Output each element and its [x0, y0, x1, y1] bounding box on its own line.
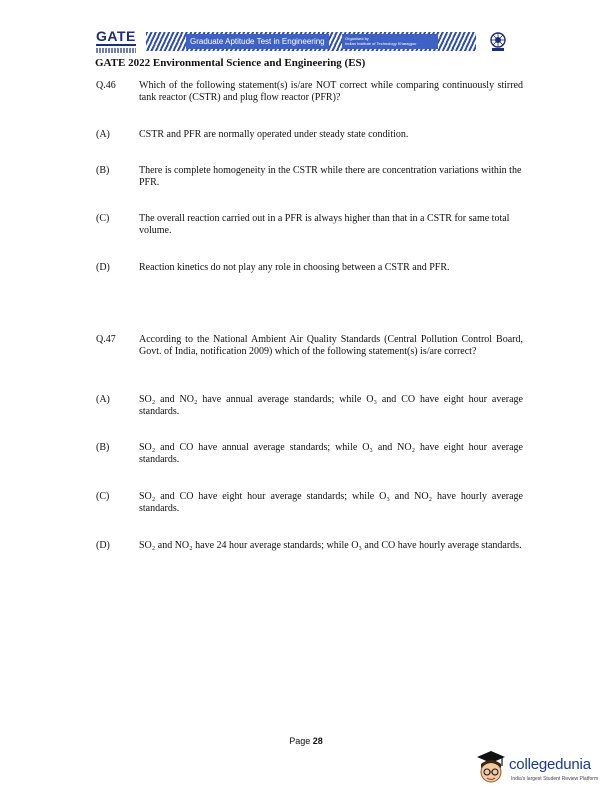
option-text: SO₂ and NO₂ have 24 hour average standards; while O₃ and CO have hourly average standards.	[139, 540, 522, 551]
collegedunia-logo	[475, 748, 612, 788]
question-text: Which of the following statement(s) is/are NOT correct while comparing continuously stirred tank reactor (CSTR) and plug flow reactor (PFR)?	[139, 80, 523, 103]
gate-logo-text: GATE	[96, 28, 136, 44]
logo-underline	[96, 44, 136, 46]
option-text: There is complete homogeneity in the CSTR while there are concentration variations within the PFR.	[139, 165, 522, 188]
graduate-mascot-icon	[475, 748, 507, 788]
logo-subtext-strip	[96, 48, 136, 53]
organised-by-label: Organised by	[345, 36, 369, 41]
option-text: CSTR and PFR are normally operated under steady state condition.	[139, 129, 409, 140]
page-footer	[0, 736, 612, 746]
option-text: SO₂ and CO have eight hour average standards; while O₃ and NO₂ have hourly average standards.	[139, 491, 523, 514]
option-label: (B)	[96, 442, 110, 453]
header-banner	[146, 32, 476, 51]
option-text: Reaction kinetics do not play any role in choosing between a CSTR and PFR.	[139, 262, 450, 273]
question-number: Q.47	[96, 334, 116, 345]
page-label: Page	[289, 736, 311, 746]
option-text: SO₂ and NO₂ have annual average standards; while O₃ and CO have eight hour average standards.	[139, 394, 523, 417]
banner-organiser	[342, 34, 438, 49]
gate-logo	[96, 30, 142, 54]
option-text: The overall reaction carried out in a PFR is always higher than that in a CSTR for same total volume.	[139, 213, 510, 236]
page-header	[96, 30, 520, 54]
question-number: Q.46	[96, 80, 116, 91]
brand-name: collegedunia	[509, 756, 591, 773]
option-label: (D)	[96, 540, 110, 551]
option-label: (D)	[96, 262, 110, 273]
page-title: GATE 2022 Environmental Science and Engineering (ES)	[95, 57, 366, 69]
brand-tagline: India's largest Student Review Platform	[511, 776, 599, 782]
option-label: (B)	[96, 165, 110, 176]
organiser-name: Indian Institute of Technology Kharagpur	[345, 41, 417, 46]
option-label: (A)	[96, 129, 110, 140]
option-label: (A)	[96, 394, 110, 405]
option-label: (C)	[96, 213, 110, 224]
question-text: According to the National Ambient Air Quality Standards (Central Pollution Control Board, Govt. of India, notification 2009) which of the following statement(s) is/are correct?	[139, 334, 523, 357]
option-label: (C)	[96, 491, 110, 502]
page-number: 28	[312, 736, 323, 746]
iit-emblem-icon	[488, 31, 508, 53]
option-text: SO₂ and CO have annual average standards; while O₃ and NO₂ have eight hour average standards.	[139, 442, 523, 465]
banner-title: Graduate Aptitude Test in Engineering	[186, 34, 329, 49]
